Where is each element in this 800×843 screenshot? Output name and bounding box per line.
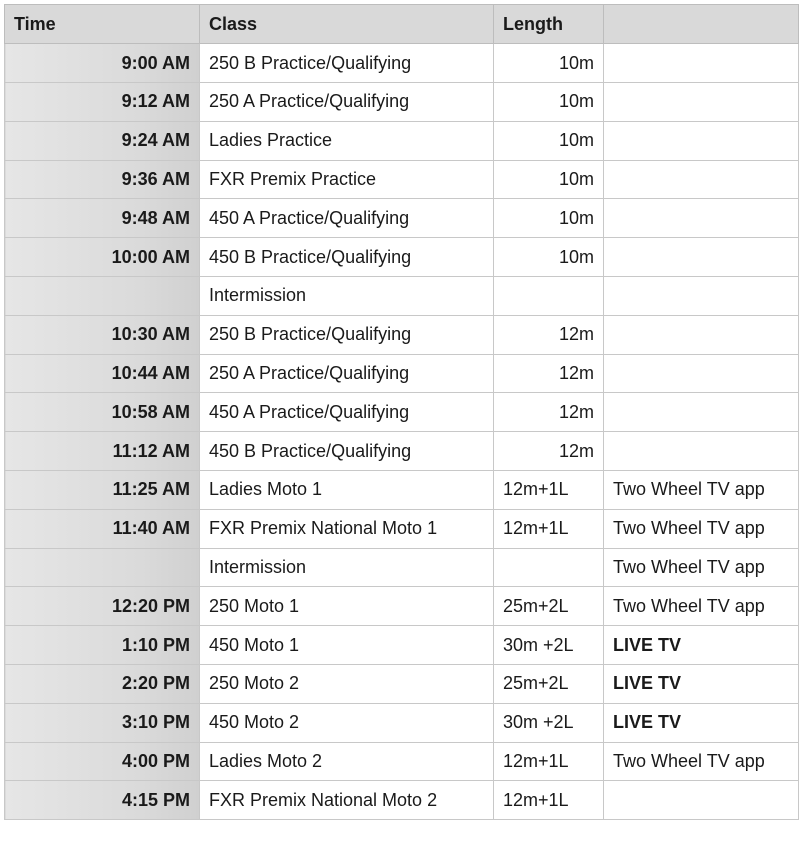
- table-row: [5, 470, 799, 509]
- class-cell: 250 B Practice/Qualifying: [200, 315, 494, 354]
- length-cell: 10m: [494, 121, 604, 160]
- length-cell: 10m: [494, 199, 604, 238]
- schedule-body: [5, 44, 799, 820]
- class-cell: Ladies Practice: [200, 121, 494, 160]
- table-row: [5, 199, 799, 238]
- table-row: [5, 781, 799, 820]
- time-cell: 11:40 AM: [5, 509, 200, 548]
- broadcast-cell: [604, 44, 799, 83]
- class-cell: 450 B Practice/Qualifying: [200, 238, 494, 277]
- class-cell: FXR Premix National Moto 1: [200, 509, 494, 548]
- time-cell: [5, 276, 200, 315]
- length-cell: 30m +2L: [494, 626, 604, 665]
- live-tv-label: LIVE TV: [604, 664, 799, 703]
- table-row: [5, 160, 799, 199]
- class-cell: FXR Premix National Moto 2: [200, 781, 494, 820]
- schedule-header: [5, 5, 799, 44]
- length-cell: [494, 548, 604, 587]
- broadcast-cell: [604, 121, 799, 160]
- length-cell: 12m: [494, 393, 604, 432]
- length-cell: 10m: [494, 238, 604, 277]
- table-row: [5, 703, 799, 742]
- length-cell: 12m+1L: [494, 742, 604, 781]
- broadcast-cell: Two Wheel TV app: [604, 509, 799, 548]
- live-tv-label: LIVE TV: [604, 703, 799, 742]
- broadcast-cell: [604, 354, 799, 393]
- length-cell: [494, 276, 604, 315]
- time-cell: 4:00 PM: [5, 742, 200, 781]
- table-row: [5, 626, 799, 665]
- class-cell: 250 A Practice/Qualifying: [200, 354, 494, 393]
- time-cell: 9:12 AM: [5, 82, 200, 121]
- table-row: [5, 664, 799, 703]
- length-cell: 25m+2L: [494, 664, 604, 703]
- live-tv-label: LIVE TV: [604, 626, 799, 665]
- class-cell: FXR Premix Practice: [200, 160, 494, 199]
- table-row: [5, 432, 799, 471]
- time-cell: 3:10 PM: [5, 703, 200, 742]
- class-cell: 450 B Practice/Qualifying: [200, 432, 494, 471]
- table-row: [5, 393, 799, 432]
- table-row: [5, 509, 799, 548]
- length-cell: 12m+1L: [494, 509, 604, 548]
- length-cell: 12m+1L: [494, 470, 604, 509]
- class-cell: 250 Moto 1: [200, 587, 494, 626]
- time-cell: 10:58 AM: [5, 393, 200, 432]
- broadcast-cell: [604, 160, 799, 199]
- class-cell: Ladies Moto 1: [200, 470, 494, 509]
- table-row: [5, 238, 799, 277]
- broadcast-cell: Two Wheel TV app: [604, 742, 799, 781]
- length-cell: 10m: [494, 82, 604, 121]
- table-row: [5, 315, 799, 354]
- time-cell: 11:25 AM: [5, 470, 200, 509]
- class-cell: Ladies Moto 2: [200, 742, 494, 781]
- time-cell: 12:20 PM: [5, 587, 200, 626]
- table-row: [5, 276, 799, 315]
- length-cell: 12m+1L: [494, 781, 604, 820]
- broadcast-cell: [604, 781, 799, 820]
- time-cell: 1:10 PM: [5, 626, 200, 665]
- broadcast-cell: Two Wheel TV app: [604, 470, 799, 509]
- broadcast-cell: [604, 276, 799, 315]
- class-cell: 450 Moto 1: [200, 626, 494, 665]
- time-cell: 10:30 AM: [5, 315, 200, 354]
- table-row: [5, 82, 799, 121]
- class-cell: 250 Moto 2: [200, 664, 494, 703]
- broadcast-cell: [604, 199, 799, 238]
- header-class: Class: [200, 5, 494, 44]
- time-cell: 9:00 AM: [5, 44, 200, 83]
- time-cell: 2:20 PM: [5, 664, 200, 703]
- schedule-table: [4, 4, 799, 820]
- time-cell: 9:48 AM: [5, 199, 200, 238]
- header-time: Time: [5, 5, 200, 44]
- length-cell: 12m: [494, 315, 604, 354]
- time-cell: 9:36 AM: [5, 160, 200, 199]
- table-row: [5, 354, 799, 393]
- broadcast-cell: Two Wheel TV app: [604, 587, 799, 626]
- time-cell: 9:24 AM: [5, 121, 200, 160]
- broadcast-cell: [604, 432, 799, 471]
- header-length: Length: [494, 5, 604, 44]
- length-cell: 30m +2L: [494, 703, 604, 742]
- class-cell: 450 A Practice/Qualifying: [200, 393, 494, 432]
- time-cell: 4:15 PM: [5, 781, 200, 820]
- table-row: [5, 121, 799, 160]
- time-cell: [5, 548, 200, 587]
- class-cell: 450 Moto 2: [200, 703, 494, 742]
- broadcast-cell: [604, 315, 799, 354]
- class-cell: 250 A Practice/Qualifying: [200, 82, 494, 121]
- time-cell: 10:00 AM: [5, 238, 200, 277]
- header-broadcast: [604, 5, 799, 44]
- class-cell: Intermission: [200, 276, 494, 315]
- broadcast-cell: [604, 238, 799, 277]
- table-row: [5, 548, 799, 587]
- broadcast-cell: [604, 82, 799, 121]
- length-cell: 12m: [494, 354, 604, 393]
- class-cell: Intermission: [200, 548, 494, 587]
- broadcast-cell: Two Wheel TV app: [604, 548, 799, 587]
- length-cell: 25m+2L: [494, 587, 604, 626]
- table-row: [5, 742, 799, 781]
- time-cell: 10:44 AM: [5, 354, 200, 393]
- class-cell: 450 A Practice/Qualifying: [200, 199, 494, 238]
- time-cell: 11:12 AM: [5, 432, 200, 471]
- table-row: [5, 44, 799, 83]
- table-row: [5, 587, 799, 626]
- length-cell: 10m: [494, 44, 604, 83]
- header-row: [5, 5, 799, 44]
- length-cell: 10m: [494, 160, 604, 199]
- length-cell: 12m: [494, 432, 604, 471]
- class-cell: 250 B Practice/Qualifying: [200, 44, 494, 83]
- broadcast-cell: [604, 393, 799, 432]
